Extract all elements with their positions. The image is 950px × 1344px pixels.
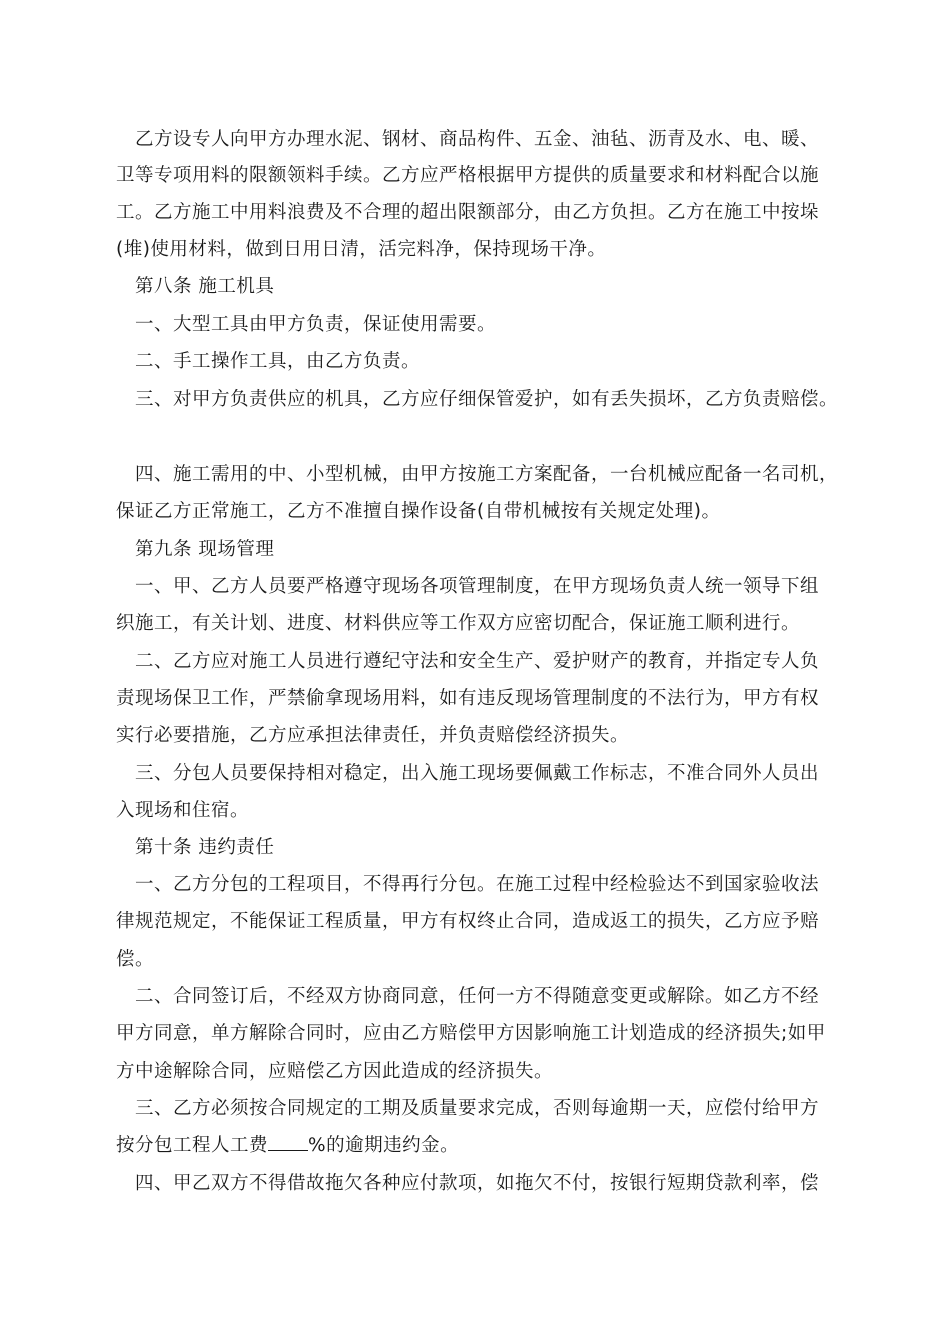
paragraph-line: 方中途解除合同，应赔偿乙方因此造成的经济损失。 [116, 1061, 554, 1082]
paragraph-line: 责现场保卫工作，严禁偷拿现场用料，如有违反现场管理制度的不法行为，甲方有权 [116, 688, 820, 709]
paragraph-line: 甲方同意，单方解除合同时，应由乙方赔偿甲方因影响施工计划造成的经济损失;如甲 [116, 1023, 826, 1044]
paragraph-line: 一、甲、乙方人员要严格遵守现场各项管理制度，在甲方现场负责人统一领导下组 [116, 576, 820, 597]
paragraph-line: 工。乙方施工中用料浪费及不合理的超出限额部分，由乙方负担。乙方在施工中按垛 [116, 202, 820, 223]
paragraph-line: 织施工，有关计划、进度、材料供应等工作双方应密切配合，保证施工顺利进行。 [116, 613, 801, 634]
paragraph-line: (堆)使用材料，做到日用日清，活完料净，保持现场干净。 [116, 239, 607, 260]
section-heading: 第九条 现场管理 [116, 539, 275, 560]
paragraph-line: 二、合同签订后，不经双方协商同意，任何一方不得随意变更或解除。如乙方不经 [116, 986, 820, 1007]
paragraph-line: 卫等专项用料的限额领料手续。乙方应严格根据甲方提供的质量要求和材料配合以施 [116, 165, 820, 186]
paragraph-line: 三、对甲方负责供应的机具，乙方应仔细保管爱护，如有丢失损坏，乙方负责赔偿。 [116, 389, 839, 410]
paragraph-line: 入现场和住宿。 [116, 800, 250, 821]
paragraph-line: 四、甲乙双方不得借故拖欠各种应付款项，如拖欠不付，按银行短期贷款利率，偿 [116, 1173, 820, 1194]
paragraph-line: 二、乙方应对施工人员进行遵纪守法和安全生产、爱护财产的教育，并指定专人负 [116, 651, 820, 672]
section-heading: 第八条 施工机具 [116, 276, 275, 297]
paragraph-line: 一、大型工具由甲方负责，保证使用需要。 [116, 314, 497, 335]
paragraph-line: 三、乙方必须按合同规定的工期及质量要求完成，否则每逾期一天，应偿付给甲方 [116, 1098, 820, 1119]
line-prefix: 按分包工程人工费 [116, 1135, 269, 1156]
section-heading: 第十条 违约责任 [116, 837, 275, 858]
line-suffix: %的逾期违约金。 [308, 1135, 460, 1156]
paragraph-line: 保证乙方正常施工，乙方不准擅自操作设备(自带机械按有关规定处理)。 [116, 501, 721, 522]
paragraph-line: 实行必要措施，乙方应承担法律责任，并负责赔偿经济损失。 [116, 725, 630, 746]
paragraph-line-with-blank [116, 1134, 459, 1158]
paragraph-line: 一、乙方分包的工程项目，不得再行分包。在施工过程中经检验达不到国家验收法 [116, 874, 820, 895]
paragraph-line: 乙方设专人向甲方办理水泥、钢材、商品构件、五金、油毡、沥青及水、电、暖、 [116, 129, 820, 150]
paragraph-line: 律规范规定，不能保证工程质量，甲方有权终止合同，造成返工的损失，乙方应予赔 [116, 911, 820, 932]
paragraph-line: 偿。 [116, 949, 155, 970]
paragraph-line: 四、施工需用的中、小型机械，由甲方按施工方案配备，一台机械应配备一名司机， [116, 464, 839, 485]
fill-in-blank [268, 1136, 308, 1151]
paragraph-line: 二、手工操作工具，由乙方负责。 [116, 351, 421, 372]
paragraph-line: 三、分包人员要保持相对稳定，出入施工现场要佩戴工作标志，不准合同外人员出 [116, 763, 820, 784]
